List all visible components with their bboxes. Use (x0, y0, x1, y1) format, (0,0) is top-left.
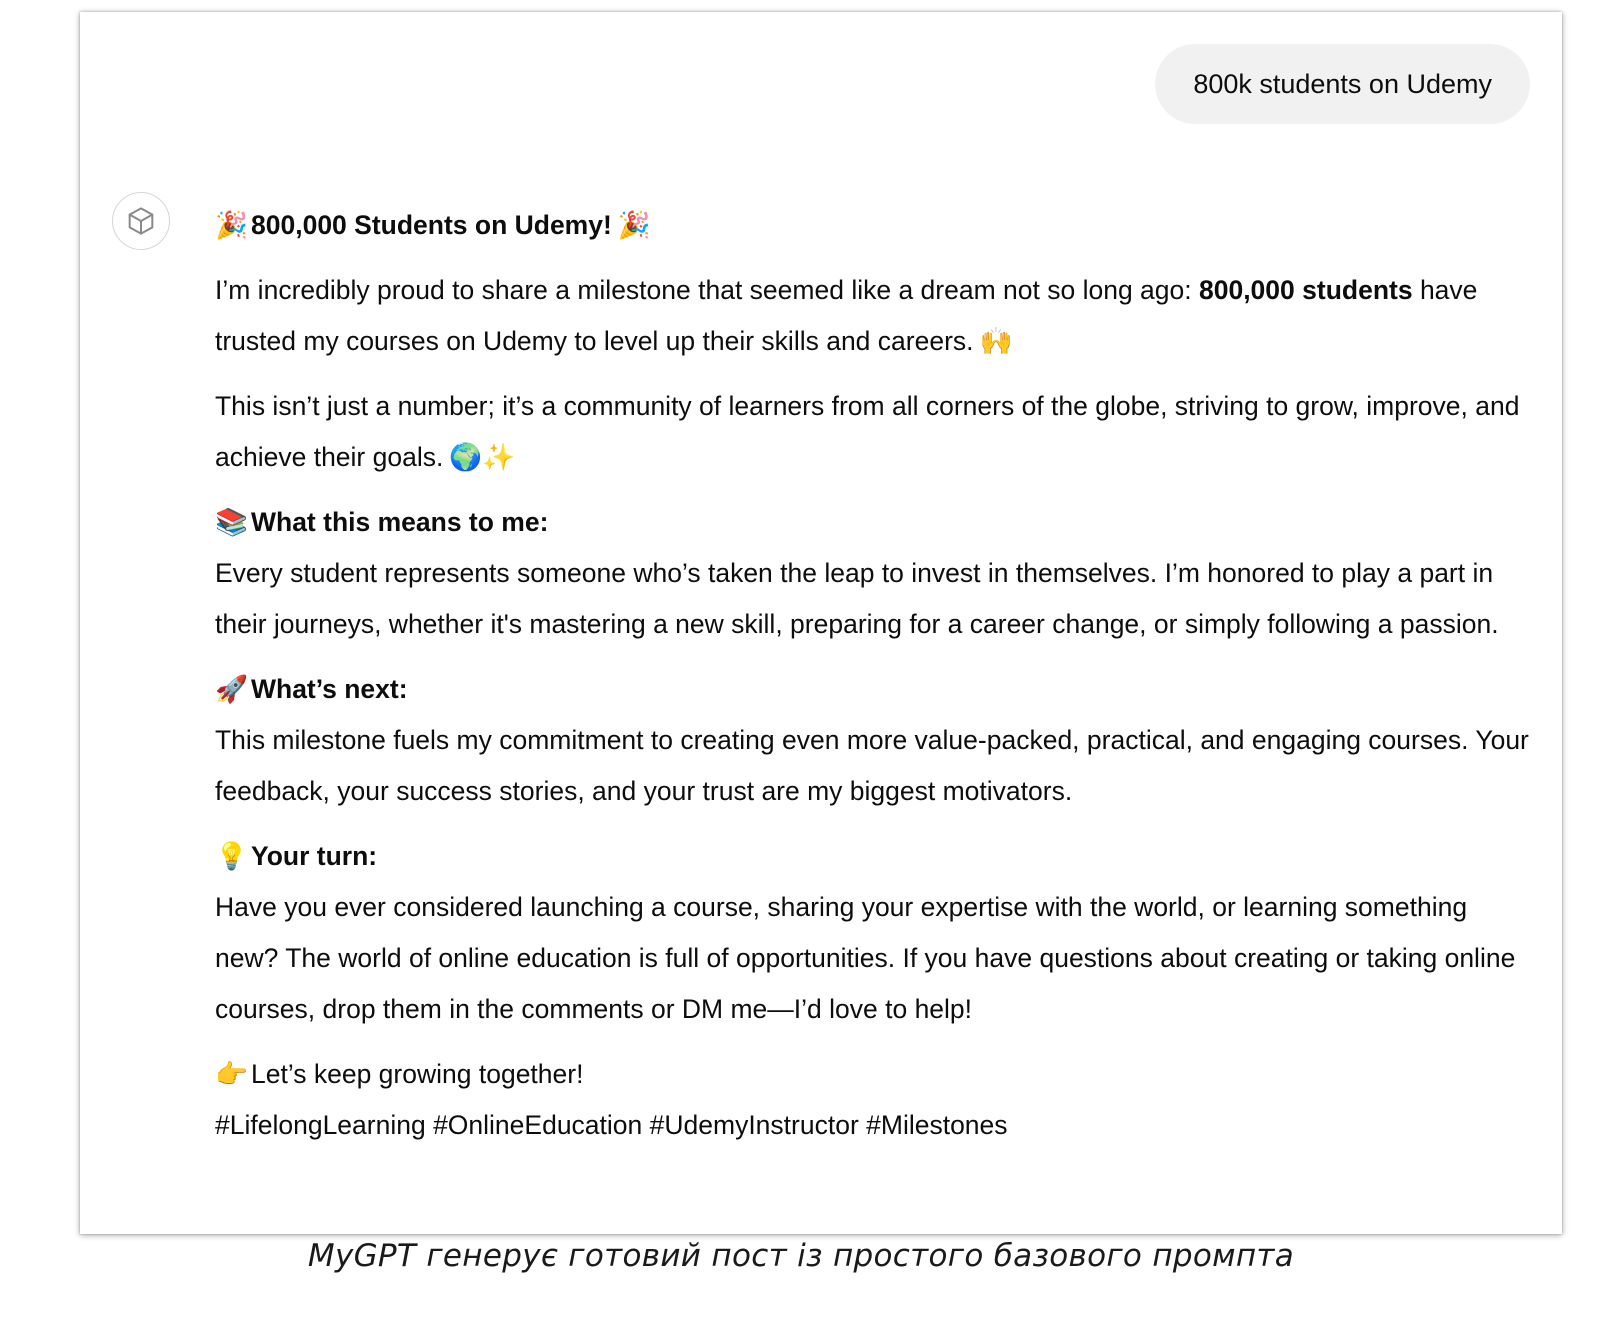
section-next (215, 664, 1535, 817)
lightbulb-icon: 💡 (215, 841, 248, 872)
party-popper-icon: 🎉 (215, 210, 248, 241)
intro-text-end: have trusted my courses on Udemy to level up their skills and careers. (215, 275, 1478, 356)
user-message-bubble (1155, 44, 1530, 124)
closing-paragraph (215, 1049, 1535, 1151)
post-title (215, 200, 1535, 251)
section-meaning-heading-text: What this means to me: (251, 507, 549, 537)
section-your-turn (215, 831, 1535, 1035)
closing-text: Let’s keep growing together! (251, 1059, 584, 1089)
section-your-turn-heading-text: Your turn: (251, 841, 378, 871)
section-next-heading (215, 664, 1535, 715)
section-next-heading-text: What’s next: (251, 674, 408, 704)
assistant-avatar (112, 192, 170, 250)
party-popper-icon: 🎉 (617, 210, 651, 241)
intro-paragraph (215, 265, 1535, 367)
chat-screenshot (80, 12, 1562, 1234)
section-your-turn-heading (215, 831, 1535, 882)
community-text: This isn’t just a number; it’s a community of learners from all corners of the globe, striving to grow, improve, and achieve their goals. (215, 391, 1520, 472)
section-meaning (215, 497, 1535, 650)
cube-icon (125, 205, 157, 237)
section-your-turn-body: Have you ever considered launching a course, sharing your expertise with the world, or learning something new? The world of online education is full of opportunities. If you have questions about creating or taking online courses, drop them in the comments or DM me—I’d love to help! (215, 892, 1516, 1024)
rocket-icon: 🚀 (215, 674, 248, 705)
raised-hands-icon: 🙌 (979, 326, 1013, 357)
assistant-message (215, 200, 1535, 1165)
pointing-hand-icon: 👉 (215, 1059, 248, 1090)
section-meaning-heading (215, 497, 1535, 548)
post-title-text: 800,000 Students on Udemy! (251, 210, 612, 240)
books-icon: 📚 (215, 507, 248, 538)
intro-text: I’m incredibly proud to share a milestone that seemed like a dream not so long ago: (215, 275, 1199, 305)
user-message-text: 800k students on Udemy (1193, 68, 1492, 99)
intro-bold-text: 800,000 students (1198, 275, 1413, 305)
figure-caption: MyGPT генерує готовий пост із простого базового промпта (307, 1238, 1295, 1274)
section-next-body: This milestone fuels my commitment to creating even more value-packed, practical, and engaging courses. Your feedback, your success stories, and your trust are my biggest motivators. (215, 725, 1529, 806)
globe-sparkles-icon: 🌍✨ (449, 442, 516, 473)
community-paragraph (215, 381, 1535, 483)
section-meaning-body: Every student represents someone who’s taken the leap to invest in themselves. I’m honored to play a part in their journeys, whether it's mastering a new skill, preparing for a career change, or simply following a passion. (215, 558, 1499, 639)
hashtags: #LifelongLearning #OnlineEducation #UdemyInstructor #Milestones (215, 1110, 1008, 1140)
